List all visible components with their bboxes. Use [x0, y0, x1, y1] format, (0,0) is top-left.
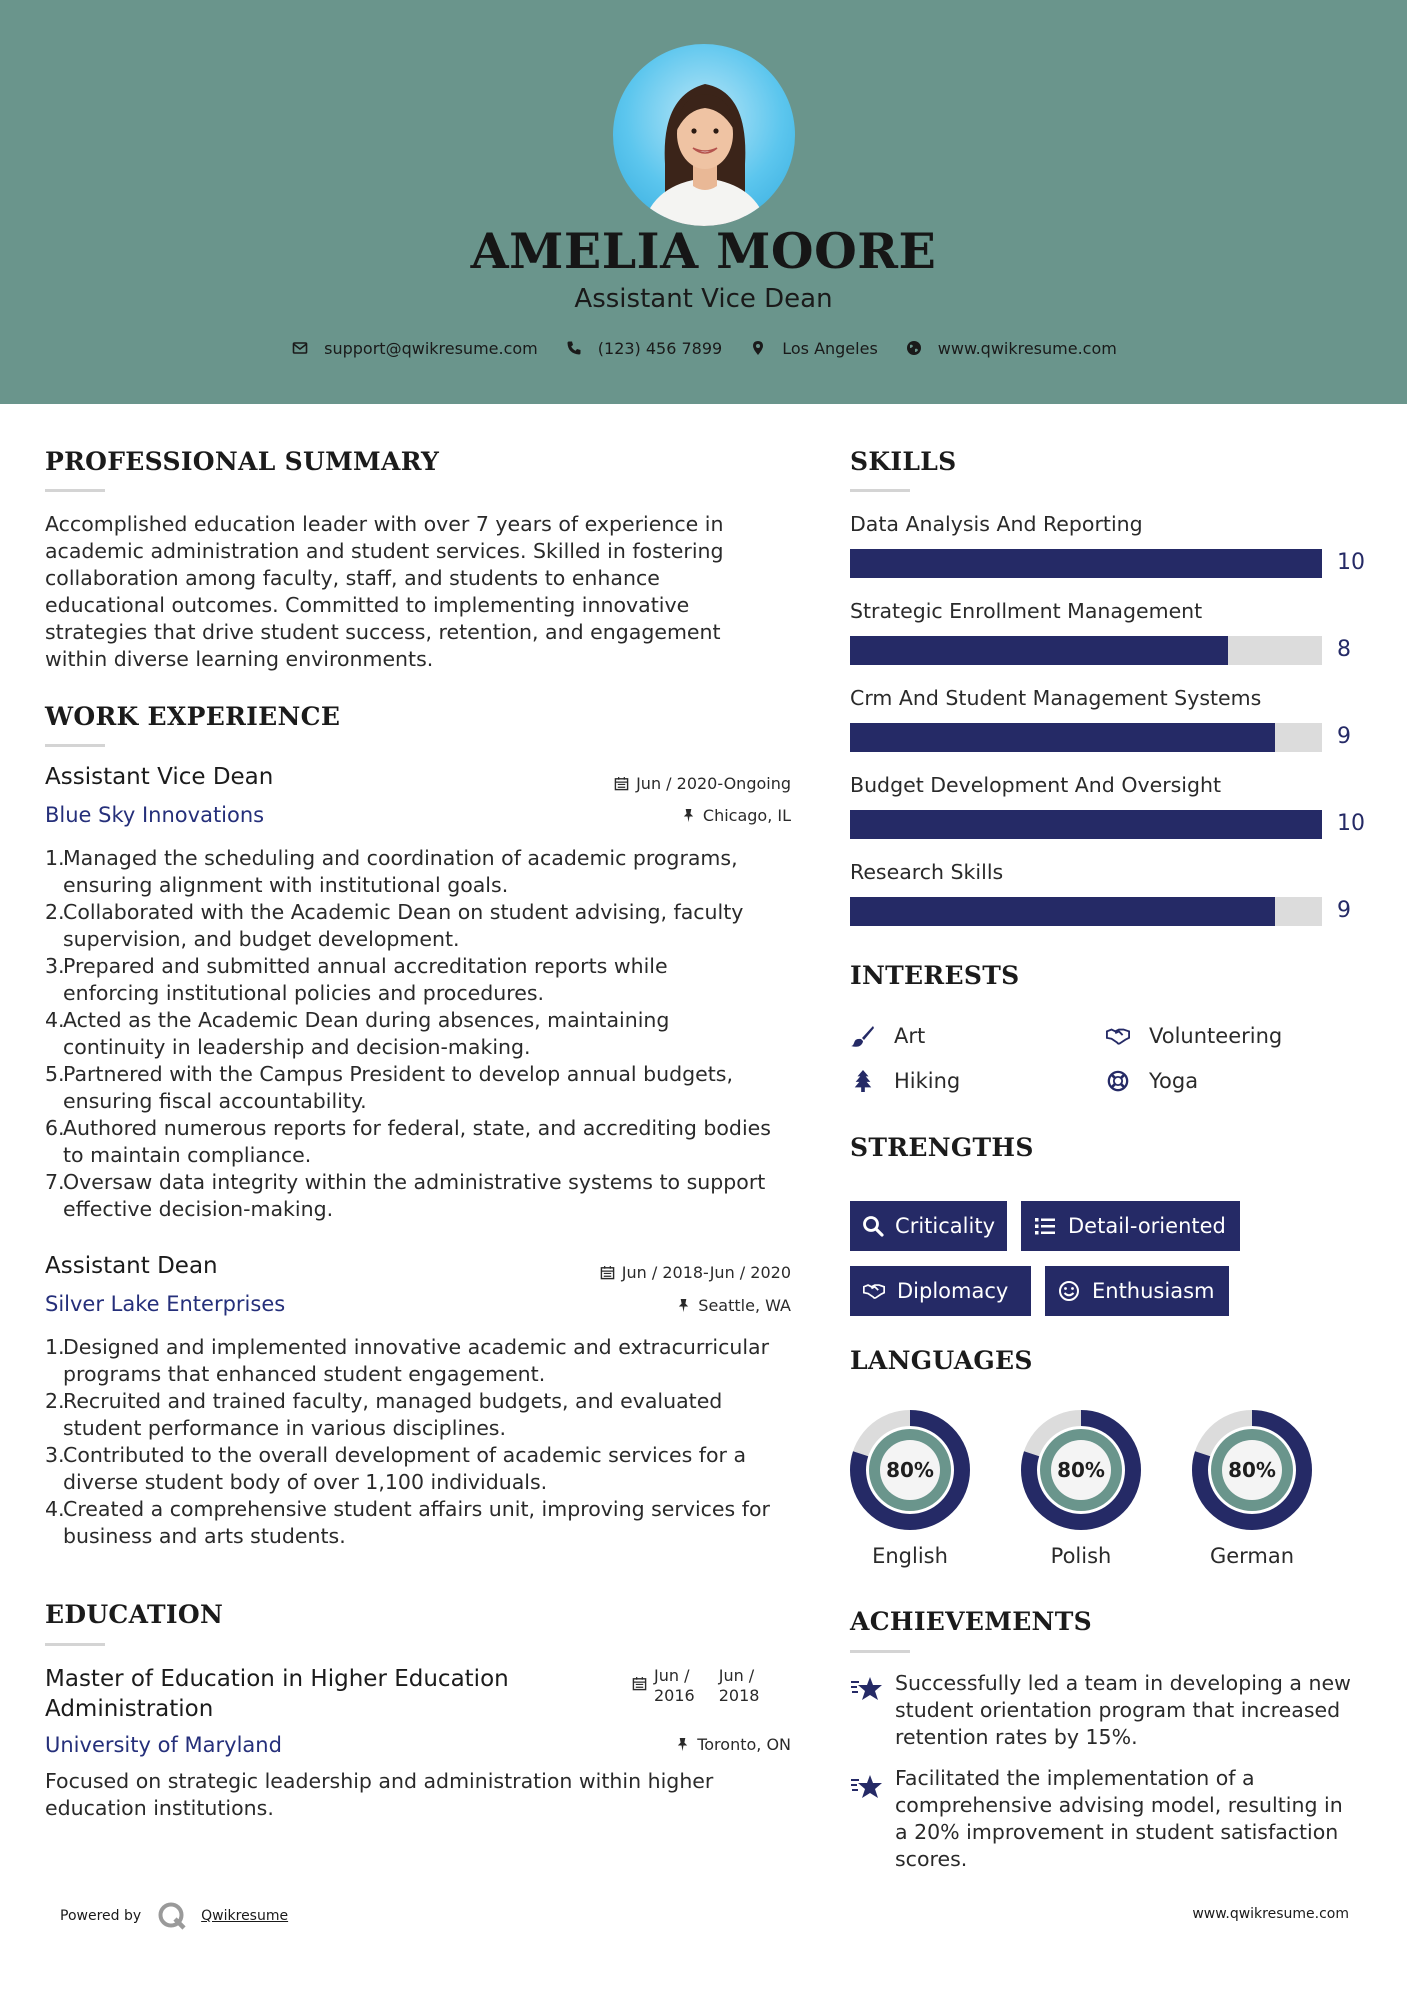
list-line: Prepared and submitted annual accreditation reports while	[63, 954, 668, 978]
list-line: diverse student body of over 1,100 individuals.	[63, 1470, 548, 1494]
list-number: 4.	[45, 1008, 65, 1032]
handshake-icon	[1105, 1024, 1131, 1048]
skill-bar-fill	[850, 810, 1322, 839]
education-start-month: Jun /	[654, 1666, 690, 1685]
list-line: Managed the scheduling and coordination of academic programs,	[63, 846, 738, 870]
education-dates	[632, 1666, 759, 1706]
contact-email-text: support@qwikresume.com	[324, 338, 538, 358]
skill-name: Data Analysis And Reporting	[850, 512, 1143, 536]
contact-phone[interactable]	[564, 338, 722, 358]
calendar-icon	[614, 776, 629, 791]
achievement-line: Successfully led a team in developing a new	[895, 1671, 1351, 1695]
list-line: Recruited and trained faculty, managed budgets, and evaluated	[63, 1389, 723, 1413]
strength-tag-enthusiasm	[1045, 1266, 1229, 1316]
interest-item-hiking	[850, 1069, 960, 1093]
skill-bar-track	[850, 810, 1322, 839]
candidate-title: Assistant Vice Dean	[574, 284, 833, 314]
company-name: Silver Lake Enterprises	[45, 1292, 286, 1316]
job-responsibilities	[45, 1334, 770, 1550]
job-dates	[614, 774, 791, 793]
degree-title	[45, 1664, 509, 1724]
list-line: Acted as the Academic Dean during absences, maintaining	[63, 1008, 670, 1032]
contact-location-text: Los Angeles	[782, 338, 878, 358]
list-line: effective decision-making.	[63, 1197, 334, 1221]
education-description-line: education institutions.	[45, 1796, 274, 1820]
list-number: 2.	[45, 1389, 65, 1413]
pushpin-icon	[681, 808, 696, 823]
education-end	[719, 1666, 760, 1706]
calendar-icon	[632, 1676, 647, 1691]
gauge-label: 80%	[886, 1458, 934, 1482]
skill-level: 10	[1337, 550, 1365, 575]
interest-label: Art	[894, 1024, 926, 1048]
list-item	[45, 1388, 770, 1442]
job-location-text: Chicago, IL	[702, 806, 791, 825]
handshake-icon	[862, 1279, 886, 1303]
summary-divider	[45, 489, 105, 492]
skill-bar-fill	[850, 723, 1275, 752]
interest-item-art	[850, 1024, 925, 1048]
contact-website[interactable]	[904, 338, 1117, 358]
achievement-line: Facilitated the implementation of a	[895, 1766, 1255, 1790]
achievement-line: student orientation program that increased	[895, 1698, 1341, 1722]
skill-name: Crm And Student Management Systems	[850, 686, 1262, 710]
list-number: 4.	[45, 1497, 65, 1521]
strength-label: Criticality	[895, 1214, 995, 1238]
contact-website-text: www.qwikresume.com	[937, 338, 1117, 358]
list-number: 6.	[45, 1116, 65, 1140]
list-item	[45, 1334, 770, 1388]
job-location	[681, 806, 791, 825]
strength-label: Detail-oriented	[1068, 1214, 1226, 1238]
list-item	[45, 845, 771, 899]
strength-label: Diplomacy	[897, 1279, 1009, 1303]
list-line: Partnered with the Campus President to develop annual budgets,	[63, 1062, 733, 1086]
globe-icon	[904, 338, 924, 358]
interest-item-volunteering	[1105, 1024, 1282, 1048]
company-name: Blue Sky Innovations	[45, 803, 265, 827]
education-description-line: Focused on strategic leadership and administration within higher	[45, 1769, 714, 1793]
interest-label: Volunteering	[1149, 1024, 1283, 1048]
achievement-item	[895, 1765, 1343, 1873]
education-start	[654, 1666, 695, 1706]
achievement-item	[895, 1670, 1351, 1751]
job-dates	[600, 1263, 791, 1282]
paintbrush-icon	[850, 1024, 876, 1048]
star-award-icon	[850, 1772, 884, 1802]
school-name: University of Maryland	[45, 1733, 282, 1757]
summary-heading: PROFESSIONAL SUMMARY	[45, 447, 440, 476]
list-item	[45, 1007, 771, 1061]
profile-photo	[613, 44, 795, 226]
skill-bar-track	[850, 897, 1322, 926]
education-end-month: Jun /	[718, 1666, 755, 1685]
education-location	[675, 1735, 791, 1754]
list-line: Authored numerous reports for federal, state, and accrediting bodies	[63, 1116, 771, 1140]
lifebuoy-icon	[1105, 1069, 1131, 1093]
list-number: 1.	[45, 1335, 65, 1359]
interest-label: Hiking	[894, 1069, 961, 1093]
languages-heading: LANGUAGES	[850, 1346, 1033, 1375]
list-number: 2.	[45, 900, 65, 924]
degree-line: Administration	[45, 1696, 214, 1722]
work-heading: WORK EXPERIENCE	[45, 702, 341, 731]
list-number: 7.	[45, 1170, 65, 1194]
list-line: ensuring alignment with institutional goals.	[63, 873, 509, 897]
contact-bar	[0, 338, 1407, 358]
skill-level: 10	[1337, 811, 1365, 836]
achievements-divider	[850, 1650, 910, 1653]
candidate-name: AMELIA MOORE	[470, 222, 937, 280]
list-icon	[1033, 1214, 1057, 1238]
education-start-year: 2016	[654, 1686, 695, 1705]
achievements-heading: ACHIEVEMENTS	[850, 1607, 1092, 1636]
interest-item-yoga	[1105, 1069, 1198, 1093]
skill-name: Strategic Enrollment Management	[850, 599, 1203, 623]
skills-divider	[850, 489, 910, 492]
skill-bar-fill	[850, 636, 1228, 665]
language-gauge	[1019, 1408, 1143, 1532]
strength-tag-diplomacy	[850, 1266, 1031, 1316]
list-line: continuity in leadership and decision-making.	[63, 1035, 531, 1059]
skill-bar-fill	[850, 897, 1275, 926]
summary-line: within diverse learning environments.	[45, 647, 434, 671]
summary-line: collaboration among faculty, staff, and students to enhance	[45, 566, 660, 590]
list-line: ensuring fiscal accountability.	[63, 1089, 367, 1113]
powered-by-text: Powered by	[60, 1908, 142, 1924]
list-line: student performance in various disciplines.	[63, 1416, 507, 1440]
skill-bar-track	[850, 549, 1322, 578]
strengths-heading: STRENGTHS	[850, 1133, 1034, 1162]
list-line: enforcing institutional policies and procedures.	[63, 981, 545, 1005]
job-title: Assistant Vice Dean	[45, 764, 274, 790]
skill-bar-track	[850, 636, 1322, 665]
language-gauge	[1190, 1408, 1314, 1532]
map-pin-icon	[748, 338, 768, 358]
list-line: programs that enhanced student engagement.	[63, 1362, 546, 1386]
calendar-icon	[600, 1265, 615, 1280]
skill-level: 9	[1337, 898, 1351, 923]
skill-level: 9	[1337, 724, 1351, 749]
summary-line: academic administration and student services. Skilled in fostering	[45, 539, 724, 563]
footer-url[interactable]: www.qwikresume.com	[1192, 1906, 1349, 1922]
smile-icon	[1057, 1279, 1081, 1303]
strength-tag-criticality	[850, 1201, 1007, 1251]
list-item	[45, 1115, 771, 1169]
skill-name: Research Skills	[850, 860, 1004, 884]
education-divider	[45, 1643, 105, 1646]
list-number: 3.	[45, 1443, 65, 1467]
work-divider	[45, 744, 105, 747]
list-line: Oversaw data integrity within the administrative systems to support	[63, 1170, 766, 1194]
list-number: 3.	[45, 954, 65, 978]
list-line: business and arts students.	[63, 1524, 346, 1548]
list-line: Contributed to the overall development of academic services for a	[63, 1443, 747, 1467]
envelope-icon	[290, 338, 310, 358]
education-heading: EDUCATION	[45, 1600, 224, 1629]
list-item	[45, 899, 771, 953]
interests-heading: INTERESTS	[850, 961, 1020, 990]
list-item	[45, 1442, 770, 1496]
education-location-text: Toronto, ON	[697, 1735, 791, 1754]
brand-link[interactable]: Qwikresume	[201, 1908, 289, 1924]
footer-powered-by	[60, 1901, 288, 1931]
list-number: 5.	[45, 1062, 65, 1086]
list-line: Created a comprehensive student affairs unit, improving services for	[63, 1497, 770, 1521]
summary-line: Accomplished education leader with over 7 years of experience in	[45, 512, 724, 536]
job-location-text: Seattle, WA	[698, 1296, 791, 1315]
language-name: German	[1209, 1544, 1295, 1568]
language-name: English	[872, 1544, 948, 1568]
profile-photo-illustration	[613, 44, 795, 226]
job-location	[676, 1296, 791, 1315]
search-icon	[862, 1214, 884, 1238]
gauge-label: 80%	[1228, 1458, 1276, 1482]
language-gauge	[848, 1408, 972, 1532]
list-line: supervision, and budget development.	[63, 927, 460, 951]
pushpin-icon	[675, 1737, 690, 1752]
contact-email[interactable]	[290, 338, 538, 358]
interest-label: Yoga	[1149, 1069, 1199, 1093]
resume-header	[0, 0, 1407, 404]
skill-name: Budget Development And Oversight	[850, 773, 1222, 797]
job-dates-text: Jun / 2018-Jun / 2020	[621, 1263, 791, 1282]
language-name: Polish	[1050, 1544, 1112, 1568]
tree-icon	[850, 1069, 876, 1093]
contact-location	[748, 338, 878, 358]
achievement-line: retention rates by 15%.	[895, 1725, 1138, 1749]
job-title: Assistant Dean	[45, 1253, 218, 1279]
phone-icon	[564, 338, 584, 358]
list-line: Designed and implemented innovative academic and extracurricular	[63, 1335, 770, 1359]
job-dates-text: Jun / 2020-Ongoing	[636, 774, 791, 793]
skill-bar-fill	[850, 549, 1322, 578]
job-responsibilities	[45, 845, 771, 1223]
strength-tag-detail-oriented	[1021, 1201, 1240, 1251]
skill-level: 8	[1337, 637, 1351, 662]
pushpin-icon	[676, 1298, 691, 1313]
list-item	[45, 1061, 771, 1115]
list-item	[45, 1496, 770, 1550]
contact-phone-text: (123) 456 7899	[597, 338, 723, 358]
gauge-label: 80%	[1057, 1458, 1105, 1482]
strength-label: Enthusiasm	[1092, 1279, 1215, 1303]
summary-line: strategies that drive student success, retention, and engagement	[45, 620, 721, 644]
achievement-line: a 20% improvement in student satisfaction	[895, 1820, 1339, 1844]
list-number: 1.	[45, 846, 65, 870]
qwikresume-logo-icon	[157, 1901, 187, 1931]
star-award-icon	[850, 1674, 884, 1704]
list-item	[45, 1169, 771, 1223]
education-description	[45, 1768, 713, 1822]
skill-bar-track	[850, 723, 1322, 752]
education-end-year: 2018	[718, 1686, 760, 1705]
achievement-line: comprehensive advising model, resulting in	[895, 1793, 1343, 1817]
list-line: Collaborated with the Academic Dean on student advising, faculty	[63, 900, 744, 924]
achievement-line: scores.	[895, 1847, 968, 1871]
skills-heading: SKILLS	[850, 447, 957, 476]
summary-text	[45, 511, 724, 673]
summary-line: educational outcomes. Committed to implementing innovative	[45, 593, 690, 617]
degree-line: Master of Education in Higher Education	[45, 1666, 509, 1692]
list-item	[45, 953, 771, 1007]
list-line: to maintain compliance.	[63, 1143, 312, 1167]
